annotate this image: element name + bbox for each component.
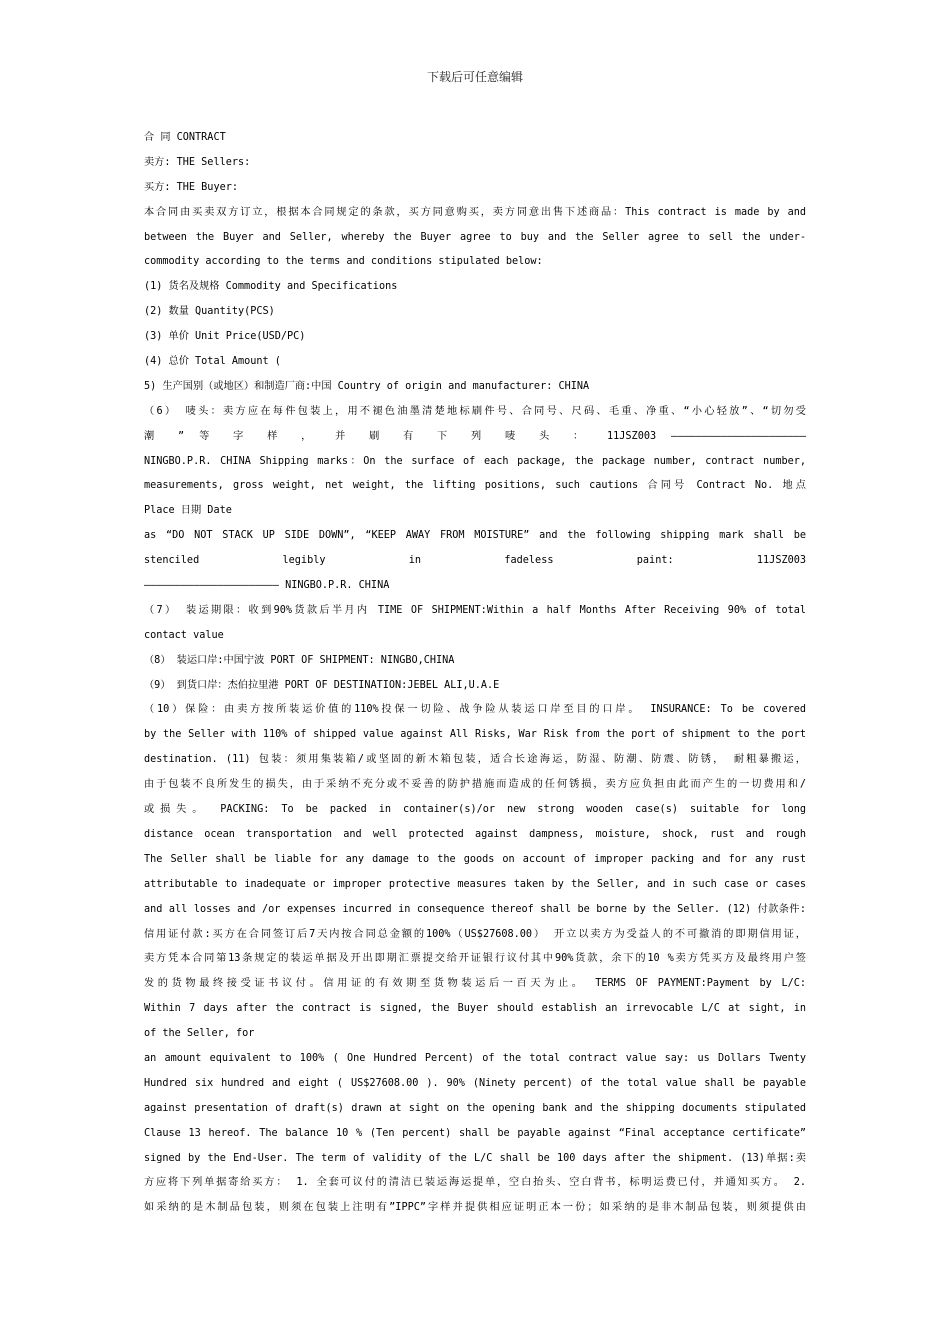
contract-line: (2) 数量 Quantity(PCS) [144, 306, 275, 318]
contract-line: of the Seller, for [144, 1028, 255, 1040]
contract-line: as “DO NOT STACK UP SIDE DOWN”, “KEEP AWAY FROM MOISTURE” and the following shipping mark shall be [144, 530, 806, 542]
page-header: 下载后可任意编辑 [426, 70, 523, 84]
contract-line: attributable to inadequate or improper protective measures taken by the Seller, and in such case or cases [144, 878, 806, 890]
contract-line: against presentation of draft(s) drawn at sight on the opening bank and the shipping documents stipulated [144, 1102, 806, 1114]
contract-line: The Seller shall be liable for any damage to the goods on account of improper packing and for any rust [144, 853, 806, 865]
contract-line: (4) 总价 Total Amount ( [144, 356, 281, 368]
contract-line: NINGBO.P.R. CHINA Shipping marks：On the surface of each package, the package number, contract number, [144, 455, 806, 467]
contract-line: 由于包装不良所发生的损失，由于采纳不充分或不妥善的防护措施而造成的任何锈损，卖方应负担由此而产生的一切费用和/ [144, 779, 806, 791]
contract-line: 潮 ” 等 字 样 ， 并 刷 有 下 列 唛 头 ： 11JSZ003 —————————————————————— [144, 430, 806, 442]
contract-line: signed by the End-User. The term of validity of the L/C shall be 100 days after the shipment. (13)单据:卖 [144, 1152, 806, 1164]
contract-line: 本合同由买卖双方订立，根据本合同规定的条款，买方同意购买，卖方同意出售下述商品：This contract is made by and [144, 206, 806, 218]
contract-line: （9） 到货口岸：杰伯拉里港 PORT OF DESTINATION:JEBEL ALI,U.A.E [144, 679, 500, 691]
contract-line: distance ocean transportation and well protected against dampness, moisture, shock, rust and rough [144, 828, 806, 840]
contract-line: commodity according to the terms and conditions stipulated below: [144, 256, 543, 268]
contract-line: （6） 唛头：卖方应在每件包装上，用不褪色油墨清楚地标刷件号、合同号、尺码、毛重、净重、“小心轻放”、“切勿受 [144, 405, 806, 417]
contract-line: 或损失。 PACKING: To be packed in container(s)/or new strong wooden case(s) suitable for long [144, 804, 806, 816]
contract-line: an amount equivalent to 100% ( One Hundred Percent) of the total contract value say: us Dollars Twenty [144, 1052, 806, 1064]
contract-line: 卖方: THE Sellers: [144, 156, 251, 168]
contract-line: contact value [144, 629, 224, 641]
contract-line: and all losses and /or expenses incurred in consequence thereof shall be borne by the Seller. (12) 付款条件: [144, 903, 806, 915]
contract-line: (3) 单价 Unit Price(USD/PC) [144, 331, 306, 343]
contract-line: Clause 13 hereof. The balance 10 % (Ten percent) shall be payable against “Final acceptance certificate” [144, 1127, 806, 1139]
contract-line: （8） 装运口岸:中国宁波 PORT OF SHIPMENT: NINGBO,CHINA [144, 654, 455, 666]
contract-line: 5) 生产国别（或地区）和制造厂商:中国 Country of origin and manufacturer: CHINA [144, 380, 590, 392]
contract-line: 发的货物最终接受证书议付。信用证的有效期至货物装运后一百天为止。 TERMS OF PAYMENT:Payment by L/C: [144, 978, 806, 990]
contract-line: Within 7 days after the contract is signed, the Buyer should establish an irrevocable L/C at sight, in [144, 1003, 806, 1015]
contract-line: 合 同 CONTRACT [144, 132, 226, 143]
contract-line: 卖方凭本合同第13条规定的装运单据及开出即期汇票提交给开证银行议付其中90%货款，余下的10 %卖方凭买方及最终用户签 [144, 953, 806, 965]
contract-line: Hundred six hundred and eight ( US$27608.00 ). 90% (Ninety percent) of the total value shall be payable [144, 1077, 806, 1089]
contract-line: measurements, gross weight, net weight, the lifting positions, such cautions 合同号 Contract No. 地点 [144, 480, 806, 492]
contract-line: Place 日期 Date [144, 505, 232, 517]
contract-line: 买方: THE Buyer: [144, 181, 238, 193]
contract-line: stenciled legibly in fadeless paint: 11JSZ003 [144, 555, 806, 567]
contract-line: 方应将下列单据寄给买方： 1. 全套可议付的清洁已装运海运提单，空白抬头、空白背书，标明运费已付，并通知买方。 2. [144, 1177, 806, 1189]
contract-line: 信用证付款:买方在合同签订后7天内按合同总金额的100%（US$27608.00） 开立以卖方为受益人的不可撤消的即期信用证， [144, 928, 806, 940]
contract-line: —————————————————————— NINGBO.P.R. CHINA [144, 580, 390, 592]
contract-line: (1) 货名及规格 Commodity and Specifications [144, 281, 398, 293]
contract-line: （10）保险：由卖方按所装运价值的110%投保一切险、战争险从装运口岸至目的口岸。 INSURANCE: To be covered [144, 704, 806, 716]
contract-line: between the Buyer and Seller, whereby the Buyer agree to buy and the Seller agree to sell the under- [144, 231, 806, 243]
contract-line: 如采纳的是木制品包装，则须在包装上注明有”IPPC”字样并提供相应证明正本一份；如采纳的是非木制品包装，则须提供由 [144, 1202, 806, 1214]
contract-line: by the Seller with 110% of shipped value against All Risks, War Risk from the port of shipment to the port [144, 729, 806, 741]
contract-body [144, 126, 806, 1221]
contract-line: destination. (11) 包装：须用集装箱/或坚固的新木箱包装，适合长途海运，防湿、防潮、防震、防锈， 耐粗暴搬运， [144, 754, 806, 766]
contract-line: （7） 装运期限：收到90%货款后半月内 TIME OF SHIPMENT:Within a half Months After Receiving 90% of total [144, 604, 806, 616]
